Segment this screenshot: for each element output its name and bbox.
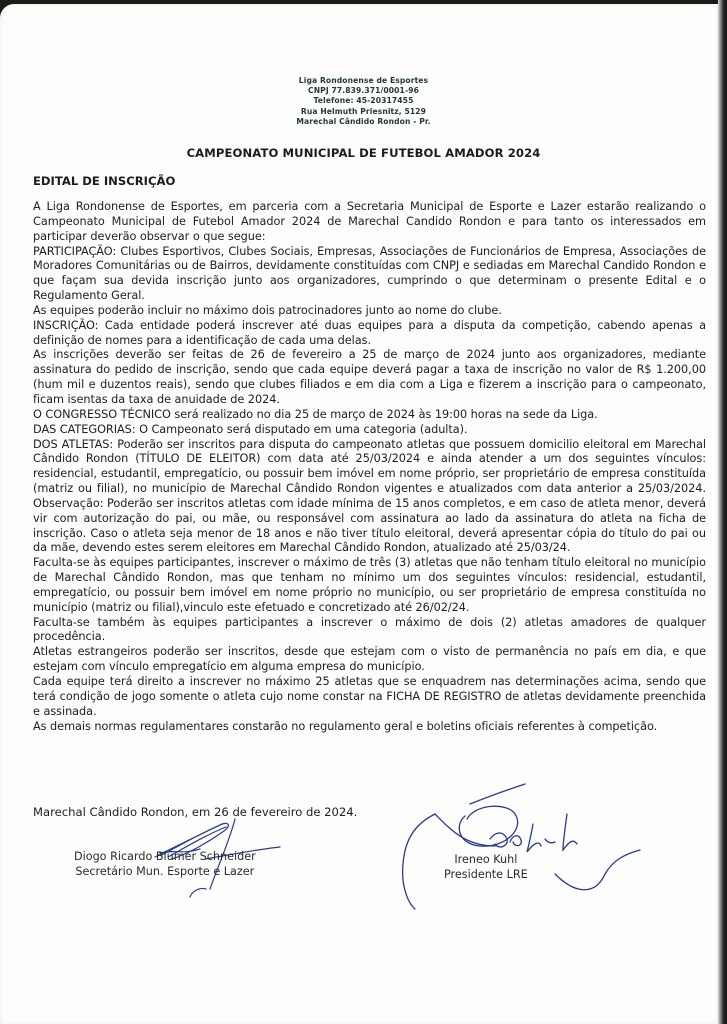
signatory-name: Diogo Ricardo Blümer Schneider [74, 850, 256, 863]
paragraph-limite-atletas: Cada equipe terá direito a inscrever no máximo 25 atletas que se enquadrem nas determinações acima, sendo que terá condição de jogo somente o atleta cujo nome constar na FICHA DE REGISTRO de atletas devidamente preenchida e assinada. [33, 675, 706, 718]
date-line: Marechal Cândido Rondon, em 26 de fevereiro de 2024. [33, 805, 358, 819]
organization-phone: Telefone: 45-20317455 [313, 96, 414, 106]
signature-right [395, 784, 655, 914]
paragraph-faculta-tres: Faculta-se às equipes participantes, inscrever o máximo de três (3) atletas que não tenham título eleitoral no município de Marechal Cândido Rondon, mas que tenham no mínimo um dos seguintes vínculos: residencial, estudantil, empregatício, ou possuir bem imóvel em nome próprio no município, ou ser proprietário de empresa constituída no município (matriz ou filial),vinculo este efetuado e concretizado até 26/02/24. [33, 556, 706, 614]
page-edge-shadow [718, 0, 727, 1024]
organization-name: Liga Rondonense de Esportes [298, 76, 429, 85]
signatory-name: Ireneo Kuhl [454, 853, 518, 866]
paragraph-intro: A Liga Rondonense de Esportes, em parceria com a Secretaria Municipal de Esporte e Lazer estarão realizando o Campeonato Municipal de Futebol Amador 2024 de Marechal Candido Rondon e para tanto os interessados em participar deverão observar o que segue: [33, 200, 706, 243]
paragraph-inscricao: INSCRIÇÃO: Cada entidade poderá inscrever até duas equipes para a disputa da competição, cabendo apenas a definição de nomes para a identificação de cada uma delas. [33, 318, 706, 347]
paragraph-participacao: PARTICIPAÇÃO: Clubes Esportivos, Clubes Sociais, Empresas, Associações de Funcionários de Empresa, Associações de Moradores Comunitárias ou de Bairros, devidamente constituídas com CNPJ e sediadas em Marechal Candido Rondon e que façam sua devida inscrição junto aos organizadores, cumprindo o que determinam o presente Edital e o Regulamento Geral. [33, 244, 706, 303]
signatory-secretary [74, 849, 256, 879]
paragraph-atletas: DOS ATLETAS: Poderão ser inscritos para disputa do campeonato atletas que possuem domicilio eleitoral em Marechal Cândido Rondon (TÍTULO DE ELEITOR) com data até 25/03/2024 e ainda atender a um dos seguintes vínculos: residencial, estudantil, empregatício, ou possuir bem imóvel em nome próprio, ser proprietário de empresa constituída (matriz ou filial), no município de Marechal Cândido Rondon vigentes e atualizados com data anterior a 25/03/2024. Observação: Poderão ser inscritos atletas com idade mínima de 15 anos completos, e em caso de atleta menor, deverá vir com autorização do pai, ou mãe, ou responsável com assinatura ao lado da assinatura do atleta na ficha de inscrição. Caso o atleta seja menor de 18 anos e não tiver título eleitoral, deverá apresentar cópia do título do pai ou da mãe, devendo estes serem eleitores em Marechal Cândido Rondon, atualizado até 25/03/24. [33, 437, 706, 555]
organization-address: Rua Helmuth Priesnitz, 5129 [300, 106, 427, 116]
letterhead [0, 76, 727, 127]
paragraph-prazo-taxa: As inscrições deverão ser feitas de 26 de fevereiro a 25 de março de 2024 junto aos organizadores, mediante assinatura do pedido de inscrição, sendo que cada equipe deverá pagar a taxa de inscrição no valor de R$ 1.200,00 (hum mil e duzentos reais), sendo que clubes filiados e em dia com a Liga e fizerem a inscrição para o campeonato, ficam isentas da taxa de anuidade de 2024. [33, 348, 706, 406]
paragraph-demais-normas: As demais normas regulamentares constarão no regulamento geral e boletins oficiais referentes à competição. [33, 719, 658, 733]
paragraph-patrocinadores: As equipes poderão incluir no máximo dois patrocinadores junto ao nome do clube. [33, 303, 502, 317]
organization-city: Marechal Cândido Rondon - Pr. [296, 116, 431, 126]
signatory-role: Secretário Mun. Esporte e Lazer [75, 865, 255, 878]
document-subtitle: EDITAL DE INSCRIÇÃO [33, 174, 176, 188]
organization-cnpj: CNPJ 77.839.371/0001-96 [308, 86, 419, 96]
document-title: CAMPEONATO MUNICIPAL DE FUTEBOL AMADOR 2024 [186, 146, 541, 160]
paragraph-estrangeiros: Atletas estrangeiros poderão ser inscritos, desde que estejam com o visto de permanência no país em dia, e que estejam com vínculo empregatício em alguma empresa do município. [33, 645, 706, 674]
signatory-role: Presidente LRE [444, 868, 528, 881]
document-body [33, 200, 706, 734]
signatory-president [444, 852, 528, 882]
paragraph-faculta-dois: Faculta-se também às equipes participantes a inscrever o máximo de dois (2) atletas amadores de qualquer procedência. [33, 615, 706, 644]
document-page [0, 4, 718, 1024]
paragraph-categorias: DAS CATEGORIAS: O Campeonato será disputado em uma categoria (adulta). [33, 422, 468, 436]
paragraph-congresso: O CONGRESSO TÉCNICO será realizado no dia 25 de março de 2024 às 19:00 horas na sede da Liga. [33, 407, 598, 421]
